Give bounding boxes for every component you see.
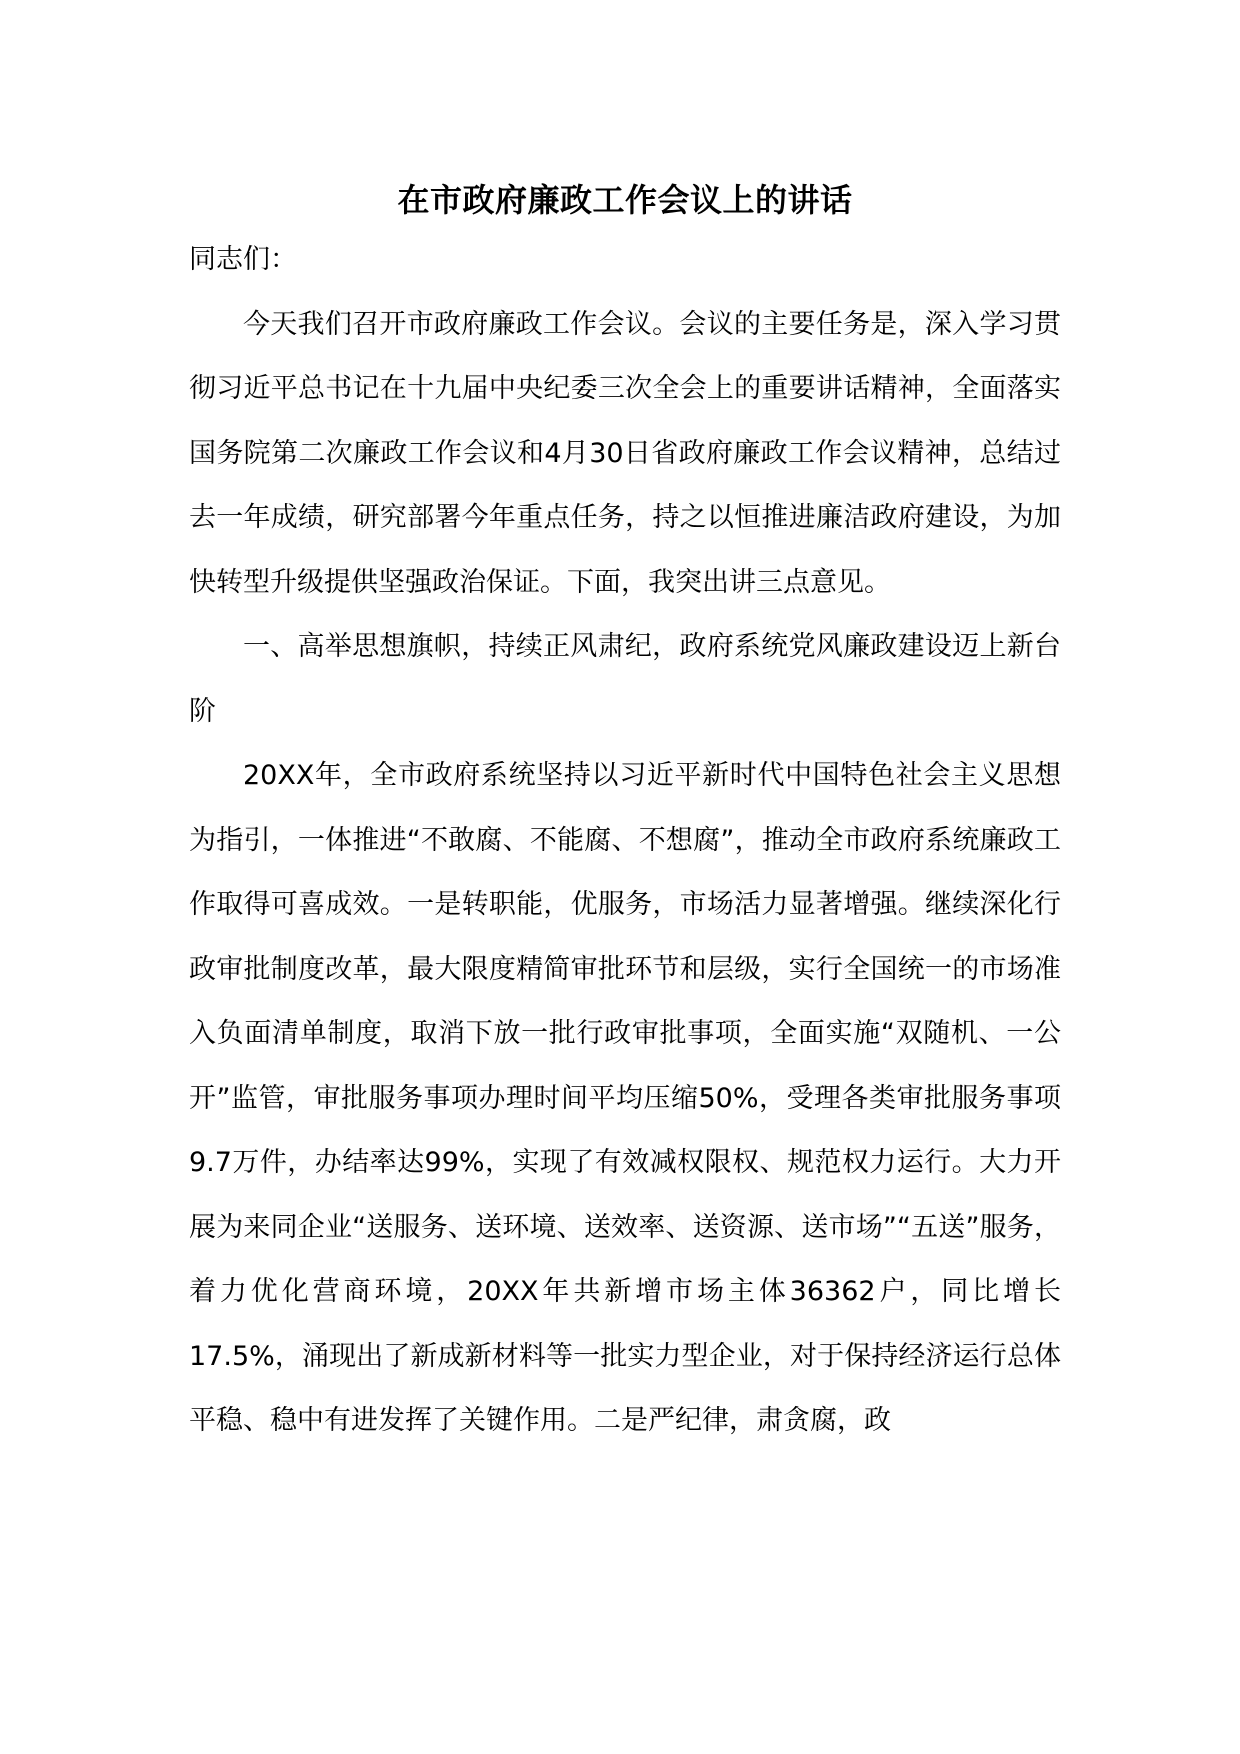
paragraph-intro: 今天我们召开市政府廉政工作会议。会议的主要任务是，深入学习贯彻习近平总书记在十九届中央纪委三次全会上的重要讲话精神，全面落实国务院第二次廉政工作会议和4月30日省政府廉政工作会议精神，总结过去一年成绩，研究部署今年重点任务，持之以恒推进廉洁政府建设，为加快转型升级提供坚强政治保证。下面，我突出讲三点意见。 (189, 308, 1061, 598)
salutation: 同志们： (189, 244, 297, 275)
paragraph-achievements: 20XX年，全市政府系统坚持以习近平新时代中国特色社会主义思想为指引，一体推进“不敢腐、不能腐、不想腐”，推动全市政府系统廉政工作取得可喜成效。一是转职能，优服务，市场活力显著增强。继续深化行政审批制度改革，最大限度精简审批环节和层级，实行全国统一的市场准入负面清单制度，取消下放一批行政审批事项，全面实施“双随机、一公开”监管，审批服务事项办理时间平均压缩50%，受理各类审批服务事项9.7万件，办结率达99%，实现了有效减权限权、规范权力运行。大力开展为来同企业“送服务、送环境、送效率、送资源、送市场”“五送”服务，着力优化营商环境，20XX年共新增市场主体36362户，同比增长17.5%，涌现出了新成新材料等一批实力型企业，对于保持经济运行总体平稳、稳中有进发挥了关键作用。二是严纪律，肃贪腐，政 (189, 760, 1061, 1436)
section-heading-1: 一、高举思想旗帜，持续正风肃纪，政府系统党风廉政建设迈上新台阶 (189, 631, 1061, 727)
document-title: 在市政府廉政工作会议上的讲话 (397, 181, 853, 219)
document-body (189, 172, 1061, 1454)
